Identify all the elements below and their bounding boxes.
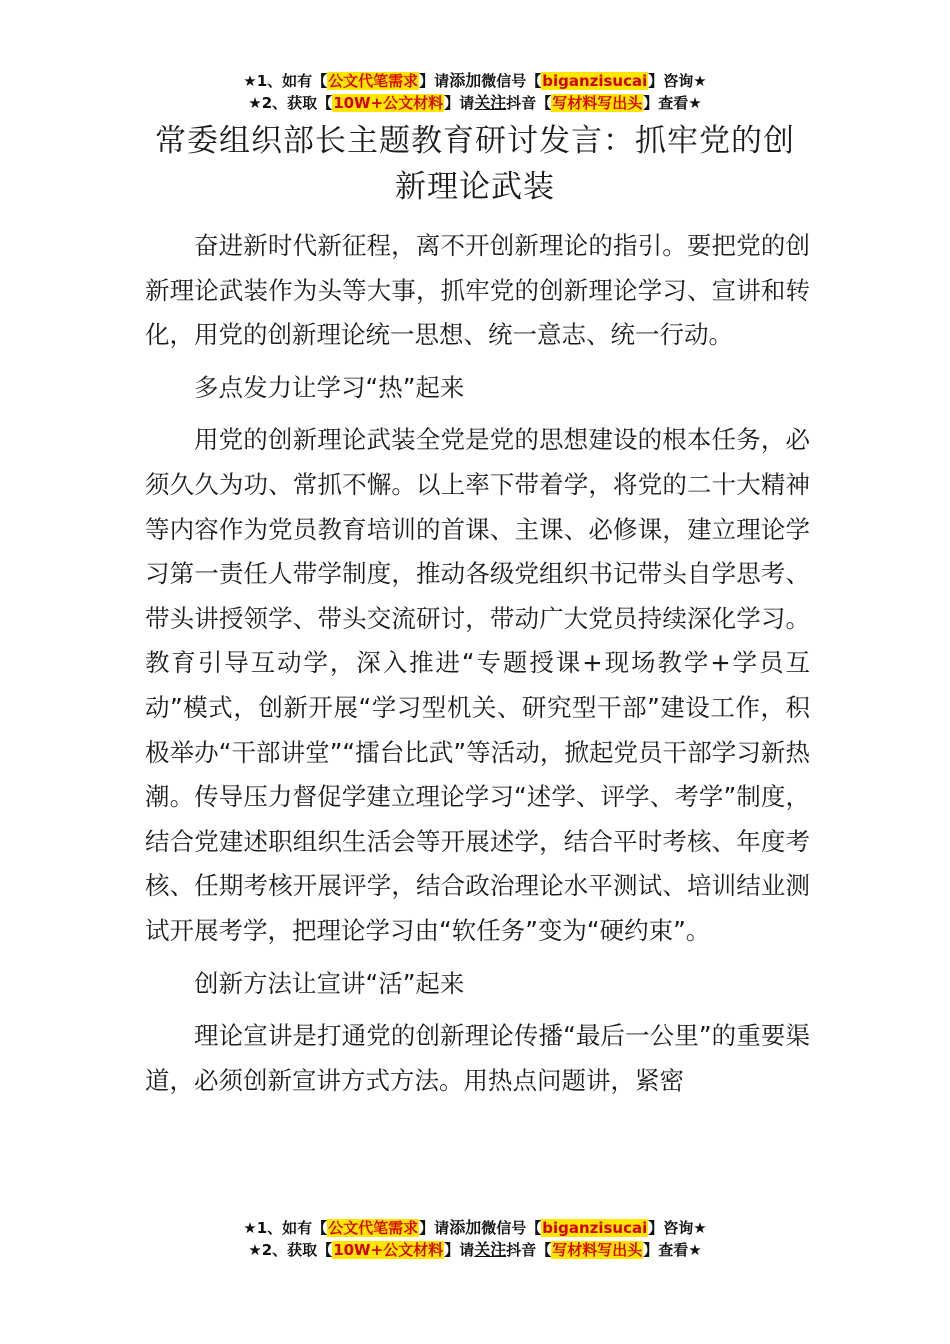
promo-text-emphasis: 关注	[474, 1240, 507, 1259]
promo-text-emphasis: 关注	[474, 93, 507, 112]
promo-line-2	[0, 92, 950, 114]
promo-text: ★2、获取【	[248, 1241, 333, 1259]
promo-text: 抖音【	[506, 1241, 552, 1259]
promo-text-emphasis: 添加	[449, 71, 482, 90]
promo-text: 】请	[419, 1219, 450, 1237]
promo-text: 】查看★	[643, 1241, 702, 1259]
promo-highlight-wechat-id: biganzisucai	[542, 1219, 648, 1237]
paragraph-intro: 奋进新时代新征程，离不开创新理论的指引。要把党的创新理论武装作为头等大事，抓牢党的创新理论学习、宣讲和转化，用党的创新理论统一思想、统一意志、统一行动。	[145, 231, 810, 350]
promo-text: 微信号【	[481, 72, 542, 90]
document-title: 常委组织部长主题教育研讨发言：抓牢党的创新理论武装	[155, 123, 795, 205]
promo-highlight-materials: 10W+公文材料	[333, 94, 444, 112]
promo-highlight-service: 公文代笔需求	[328, 72, 419, 90]
promo-line-1	[0, 1217, 950, 1239]
promo-line-1	[0, 70, 950, 92]
promo-banner-bottom	[0, 1217, 950, 1261]
paragraph-preach: 理论宣讲是打通党的创新理论传播“最后一公里”的重要渠道，必须创新宣讲方式方法。用热点问题讲，紧密	[145, 1021, 810, 1095]
section-heading-preach: 创新方法让宣讲“活”起来	[194, 968, 465, 998]
paragraph-study: 用党的创新理论武装全党是党的思想建设的根本任务，必须久久为功、常抓不懈。以上率下带着学，将党的二十大精神等内容作为党员教育培训的首课、主课、必修课，建立理论学习第一责任人带学制度，推动各级党组织书记带头自学思考、带头讲授领学、带头交流研讨，带动广大党员持续深化学习。教育引导互动学，深入推进“专题授课+现场教学+学员互动”模式，创新开展“学习型机关、研究型干部”建设工作，积极举办“干部讲堂”“擂台比武”等活动，掀起党员干部学习新热潮。传导压力督促学建立理论学习“述学、评学、考学”制度，结合党建述职组织生活会等开展述学，结合平时考核、年度考核、任期考核开展评学，结合政治理论水平测试、培训结业测试开展考学，把理论学习由“软任务”变为“硬约束”。	[145, 425, 810, 945]
promo-text-emphasis: 添加	[449, 1218, 482, 1237]
promo-text: ★1、如有【	[243, 1219, 328, 1237]
promo-text: ★2、获取【	[248, 94, 333, 112]
promo-text: ★1、如有【	[243, 72, 328, 90]
section-heading-study: 多点发力让学习“热”起来	[194, 372, 465, 402]
promo-highlight-douyin-account: 写材料写出头	[552, 94, 643, 112]
promo-highlight-wechat-id: biganzisucai	[542, 72, 648, 90]
promo-highlight-materials: 10W+公文材料	[333, 1241, 444, 1259]
promo-text: 】咨询★	[648, 72, 707, 90]
promo-highlight-douyin-account: 写材料写出头	[552, 1241, 643, 1259]
promo-text: 抖音【	[506, 94, 552, 112]
promo-text: 】请	[444, 94, 475, 112]
promo-highlight-service: 公文代笔需求	[328, 1219, 419, 1237]
promo-text: 】请	[419, 72, 450, 90]
promo-banner-top	[0, 70, 950, 114]
promo-text: 】咨询★	[648, 1219, 707, 1237]
document-body	[145, 224, 810, 1111]
promo-text: 】查看★	[643, 94, 702, 112]
promo-text: 微信号【	[481, 1219, 542, 1237]
promo-line-2	[0, 1239, 950, 1261]
promo-text: 】请	[444, 1241, 475, 1259]
